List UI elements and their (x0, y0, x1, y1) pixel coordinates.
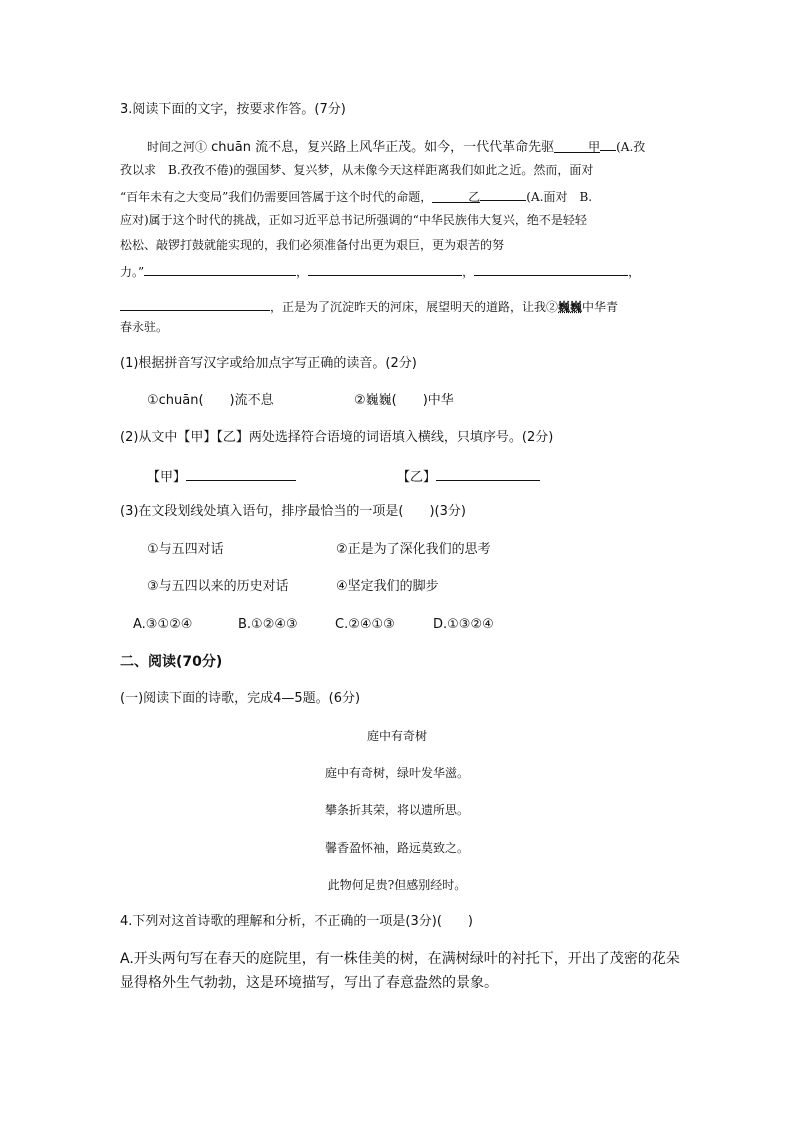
passage-text: 时间之河① (147, 140, 208, 154)
answer-blank-4[interactable] (120, 296, 270, 311)
pinyin-text: chuān 流不息，复兴路上风华正茂。如今，一代代革命先驱 (207, 140, 555, 155)
sub-question-1-title: (1)根据拼音写汉字或给加点字写正确的读音。(2分) (120, 356, 417, 371)
sub-question-2-title: (2)从文中【甲】【乙】两处选择符合语境的词语填入横线，只填序号。(2分) (120, 430, 554, 445)
passage-text: (A.孜 (616, 140, 646, 154)
passage-line-7 (120, 296, 618, 316)
answer-yi-blank[interactable] (436, 466, 540, 481)
passage-line-4: 应对)属于这个时代的挑战，正如习近平总书记所强调的“中华民族伟大复兴，绝不是轻轻 (120, 213, 587, 227)
answer-blank-3[interactable] (474, 261, 628, 276)
choice-b[interactable]: B.①②④③ (238, 617, 298, 632)
passage-text: “百年未有之大变局”我们仍需要回答属于这个时代的命题， (120, 190, 433, 204)
label-yi: 【乙】 (397, 470, 437, 485)
passage-line-3 (120, 186, 592, 206)
blank-yi-label: 乙 (468, 190, 481, 204)
option-1: ①与五四对话 (147, 542, 224, 557)
option-2: ②正是为了深化我们的思考 (336, 542, 491, 557)
blank-jia-tail (600, 136, 616, 151)
passage-text: ，正是为了沉淀昨天的河床，展望明天的道路，让我② (270, 300, 559, 314)
blank-jia (554, 138, 600, 153)
passage-line-6: 力。” ， ， ， (120, 261, 640, 281)
poem-line: 攀条折其荣，将以遗所思。 (324, 803, 469, 817)
poem-title: 庭中有奇树 (366, 729, 427, 743)
sub-question-3-title: (3)在文段划线处填入语句，排序最恰当的一项是( )(3分) (120, 504, 466, 519)
question-4-title: 4.下列对这首诗歌的理解和分析，不正确的一项是(3分)( ) (120, 914, 473, 929)
blank-jia-label: 甲 (588, 140, 601, 154)
sub-question-1-item-1: ①chuān( )流不息 (147, 393, 274, 408)
poem-line: 庭中有奇树，绿叶发华滋。 (324, 766, 469, 780)
question-4-option-a-line-2: 显得格外生气勃勃，这是环境描写，写出了春意盎然的景象。 (120, 975, 498, 991)
blank-yi-tail (480, 186, 526, 201)
poem-line: 馨香盈怀袖，路远莫致之。 (324, 841, 469, 855)
answer-jia-row (147, 466, 296, 487)
question-4-option-a-line-1: A.开头两句写在春天的庭院里，有一株佳美的树，在满树绿叶的衬托下，开出了茂密的花朵 (120, 951, 680, 967)
question-3-title: 3.阅读下面的文字，按要求作答。(7分) (120, 102, 346, 117)
choice-a[interactable]: A.③①②④ (133, 617, 193, 632)
choice-d[interactable]: D.①③②④ (433, 617, 494, 632)
part-1-instruction: (一)阅读下面的诗歌，完成4—5题。(6分) (120, 691, 361, 706)
dotted-word: 巍巍 (558, 300, 583, 314)
passage-line-1 (147, 136, 645, 157)
choice-c[interactable]: C.②④①③ (335, 617, 395, 632)
label-jia: 【甲】 (147, 470, 187, 485)
sub-question-1-item-2: ②巍巍( )中华 (354, 393, 454, 408)
poem-line: 此物何足贵?但感别经时。 (327, 878, 467, 892)
answer-blank-1[interactable] (144, 261, 296, 276)
blank-yi (432, 188, 480, 203)
passage-line-5: 松松、敲锣打鼓就能实现的，我们必须准备付出更为艰巨，更为艰苦的努 (120, 238, 505, 252)
answer-jia-blank[interactable] (186, 466, 296, 481)
section-heading: 二、阅读(70分) (120, 654, 223, 670)
option-4: ④坚定我们的脚步 (336, 579, 439, 594)
passage-text: 中华青 (582, 300, 619, 314)
passage-line-8: 春永驻。 (120, 320, 169, 334)
passage-line-2: 孜以求 B.孜孜不倦)的强国梦、复兴梦，从未像今天这样距离我们如此之近。然而，面对 (120, 163, 594, 177)
answer-yi-row (397, 466, 540, 487)
option-3: ③与五四以来的历史对话 (147, 579, 289, 594)
passage-text: 力。” (120, 265, 145, 279)
passage-text: (A.面对 B. (526, 190, 593, 204)
answer-blank-2[interactable] (308, 261, 462, 276)
